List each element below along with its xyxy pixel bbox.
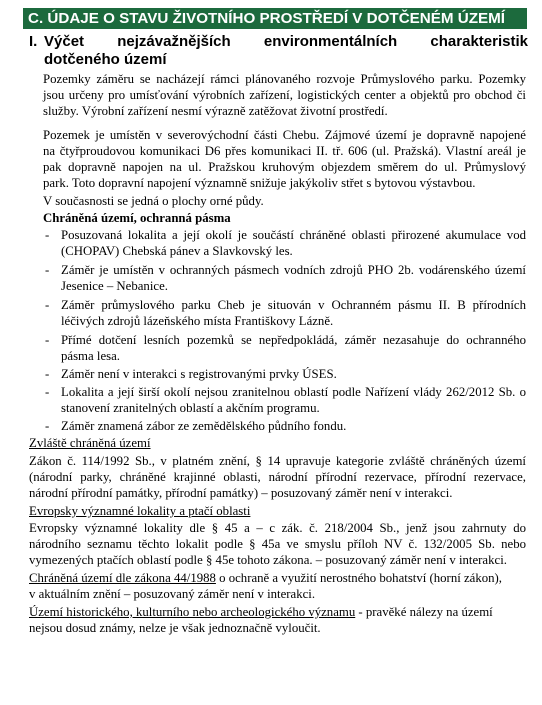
bullet-item-line: (CHOPAV) Chebská pánev a Slavkovský les. — [61, 244, 293, 258]
paragraph-line: služby. Výrobní zařízení nesmí výrazně zatěžovat životní prostředí. — [43, 104, 388, 118]
paragraph-line: (národní parky, chráněné krajinné oblasti, národní přírodní rezervace, přírodní rezervace, — [29, 470, 526, 484]
paragraph-line: Pozemky záměru se nacházejí rámci plánovaného rozvoje Průmyslového parku. Pozemky — [43, 72, 526, 86]
bullet-dash: - — [45, 419, 50, 433]
paragraph-line: V současnosti se jedná o plochy orné půdy. — [43, 194, 264, 208]
heritage-underlined-text: Území historického, kulturního nebo archeologického významu — [29, 605, 356, 619]
paragraph-line: vymezených ptačích oblastí podle § 45e tohoto zákona. – posuzovaný záměr není v interakci. — [29, 553, 507, 567]
bullet-dash: - — [45, 263, 50, 277]
bullet-dash: - — [45, 298, 50, 312]
heritage-rest-text: - pravěké nálezy na území — [355, 605, 493, 619]
bullet-item-line: Lokalita a její širší okolí nejsou zranitelnou oblastí podle Nařízení vlády 262/2012 Sb. o — [61, 385, 526, 399]
paragraph-line: Pozemek je umístěn v severovýchodní části Chebu. Zájmové území je dopravně napojené — [43, 128, 526, 142]
paragraph-line: nejsou dosud známy, nelze je však jednoznačně vyloučit. — [29, 621, 321, 635]
paragraph-line: v aktuálním znění – posuzovaný záměr není v interakci. — [29, 587, 316, 601]
heritage-line — [29, 604, 493, 620]
bullet-item-line: léčivých zdrojů lázeňského místa Františkovy Lázně. — [61, 314, 334, 328]
paragraph-line: Evropsky významné lokality dle § 45 a – c zák. č. 218/2004 Sb., jenž jsou zahrnuty do — [29, 521, 526, 535]
bullet-dash: - — [45, 367, 50, 381]
bullet-item-line: stanovení zranitelných oblastí a akčním programu. — [61, 401, 320, 415]
paragraph-line: Zákon č. 114/1992 Sb., v platném znění, § 14 upravuje kategorie zvláště chráněných území — [29, 454, 526, 468]
paragraph-line: národního seznamu těchto lokalit podle § 45a ve smyslu příloh NV č. 132/2005 Sb. nebo — [29, 537, 526, 551]
law-rest-text: o ochraně a využití nerostného bohatství (horní zákon), — [215, 571, 502, 585]
bullet-item-line: Posuzovaná lokalita a její okolí je součástí chráněné oblasti přirozené akumulace vod — [61, 228, 526, 242]
bullet-item-line: Záměr je umístěn v ochranných pásmech vodních zdrojů PHO 2b. vodárenského území — [61, 263, 526, 277]
paragraph-line: pak dopravně napojen na ul. Pražskou kruhovým objezdem směrem do ul. Průmyslový — [43, 160, 526, 174]
law-line — [29, 570, 502, 586]
eu-sites-heading: Evropsky významné lokality a ptačí oblasti — [29, 504, 251, 518]
bullet-item-line: Záměr znamená zábor ze zemědělského půdního fondu. — [61, 419, 347, 433]
bullet-item-line: Záměr není v interakci s registrovanými prvky ÚSES. — [61, 367, 337, 381]
special-protected-heading: Zvláště chráněná území — [29, 436, 151, 450]
section-banner: C. ÚDAJE O STAVU ŽIVOTNÍHO PROSTŘEDÍ V DOTČENÉM ÚZEMÍ — [23, 8, 527, 29]
heading-line-2: dotčeného území — [44, 51, 167, 68]
paragraph-line: park. Toto dopravní napojení významně snižuje jakýkoliv střet s bytovou výstavbou. — [43, 176, 476, 190]
paragraph-line: jsou určeny pro umísťování výrobních zařízení, logistických center a objektů pro obchod či — [43, 88, 526, 102]
paragraph-line: na čtyřproudovou komunikaci D6 přes komunikaci II. tř. 606 (ul. Pražská). Vlastní areál je — [43, 144, 526, 158]
bullet-dash: - — [45, 385, 50, 399]
bullet-item-line: pásma lesa. — [61, 349, 120, 363]
paragraph-line: národní přírodní památky, přírodní památky) – posuzovaný záměr není v interakci. — [29, 486, 453, 500]
bullet-dash: - — [45, 228, 50, 242]
bullet-item-line: Záměr průmyslového parku Cheb je situován v Ochranném pásmu II. B přírodních — [61, 298, 526, 312]
bullet-item-line: Jesenice – Nebanice. — [61, 279, 168, 293]
law-underlined-text: Chráněná území dle zákona 44/1988 — [29, 571, 216, 585]
bullet-item-line: Přímé dotčení lesních pozemků se nepředpokládá, záměr nezasahuje do ochranného — [61, 333, 526, 347]
bullet-dash: - — [45, 333, 50, 347]
protected-areas-heading: Chráněná území, ochranná pásma — [43, 211, 231, 225]
heading-number: I. — [29, 33, 38, 50]
heading-line-1: Výčet nejzávažnějších environmentálních charakteristik — [44, 33, 528, 50]
